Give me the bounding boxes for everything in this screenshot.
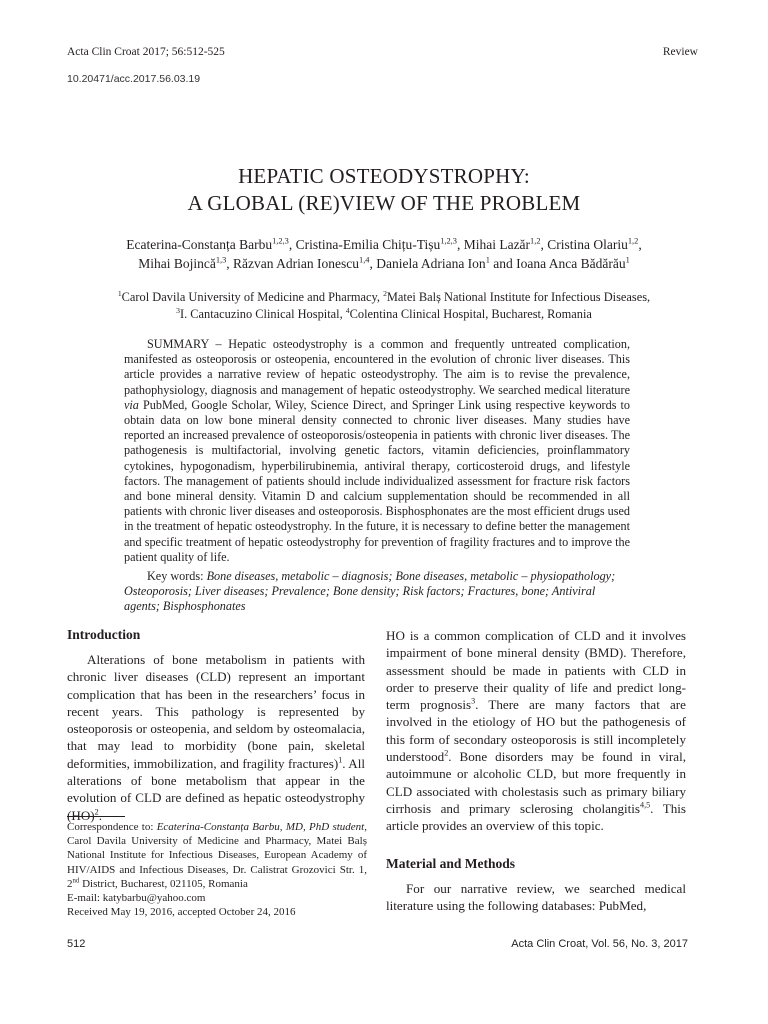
affiliation-line-2 (60, 306, 708, 323)
affiliation-name: I. Cantacuzino Clinical Hospital, (179, 306, 346, 321)
author-affiliation-marker: 1,2,3 (440, 236, 457, 246)
correspondence-label: Correspondence to: (67, 821, 157, 833)
affiliation-name: Carol Davila University of Medicine and Pharmacy, (121, 290, 384, 304)
overview-text-3: . Bone disorders may be found in viral, autoimmune or alcoholic CLD, but more frequently in CLD associated with cholestasis such as primary biliary cirrhosis and primary sclerosing cholangitis (386, 749, 686, 816)
citation[interactable]: 4,5 (640, 800, 651, 810)
author-affiliation-marker: 1 (485, 255, 490, 265)
overview-text-4: . This article provides an overview of this topic. (386, 800, 686, 834)
author-line-2: Mihai Bojincă$^{1,3}$, Răzvan Adrian Ionescu$^{1,4}$, Daniela Adriana Ion$^1$ and Ioana Anca Bădărău$^1$ (138, 255, 630, 271)
author-affiliation-marker: 1,4 (359, 255, 370, 265)
correspondence-address-2: District, Bucharest, 021105, Romania (79, 877, 248, 890)
affiliation-line-1 (60, 289, 708, 306)
article-type: Review (662, 46, 698, 58)
intro-text-2: . All alterations of bone metabolism that appear in the evolution of CLD are defined as hepatic osteodystrophy (HO) (67, 755, 365, 823)
author-line-1: Ecaterina-Constanța Barbu$^{1,2,3}$, Cristina-Emilia Chițu-Tișu$^{1,2,3}$, Mihai Lazăr$^{1,2}$, Cristina Olariu$^{1,2}$, (126, 236, 642, 252)
affiliation-name: Colentina Clinical Hospital, Bucharest, Romania (349, 306, 592, 321)
intro-text-3: . (98, 807, 102, 823)
correspondence-note (67, 820, 367, 919)
abstract-via: via (124, 397, 139, 412)
affiliation-name: Matei Balș National Institute for Infectious Diseases, (386, 290, 651, 304)
citation[interactable]: 2 (444, 748, 449, 758)
author-list (60, 235, 708, 273)
article-title (0, 163, 768, 217)
author-affiliation-marker: 1,3 (215, 255, 227, 265)
keywords (124, 569, 630, 615)
intro-text-1: Alterations of bone metabolism in patients with chronic liver diseases (CLD) represent an important complication that has been in the researchers’ focus in recent years. This pathology is represented by osteoporosis or osteopenia, and seldom by osteomalacia, that may lead to morbidity (bone pain, skeletal deformities, immobilization, and fragility fractures) (67, 652, 365, 771)
citation[interactable]: 3 (471, 696, 476, 706)
author-name: Daniela Adriana Ion (376, 256, 486, 271)
author-name: Răzvan Adrian Ionescu (233, 256, 360, 271)
footer-journal-reference: Acta Clin Croat, Vol. 56, No. 3, 2017 (511, 938, 688, 950)
author-affiliation-marker: 1 (625, 255, 630, 265)
author-name: Cristina-Emilia Chițu-Tișu (295, 237, 441, 252)
author-affiliation-marker: 1,2 (627, 236, 639, 246)
abstract-text-1: SUMMARY – Hepatic osteodystrophy is a common and frequently untreated complication, manifested as osteoporosis or osteopenia, encountered in the evolution of chronic liver diseases. This article provides a narrative review of hepatic osteodystrophy. The aim is to revise the prevalence, pathophysiology, diagnosis and management of hepatic osteodystrophy. We searched medical literature (124, 337, 630, 397)
keywords-text: Bone diseases, metabolic – diagnosis; Bone diseases, metabolic – physiopathology; Osteoporosis; Liver diseases; Prevalence; Bone density; Risk factors; Fractures, bone; Antiviral agents; Bisphosphonates (124, 569, 616, 614)
overview-paragraph (386, 627, 686, 835)
introduction-heading: Introduction (67, 627, 141, 642)
methods-paragraph: For our narrative review, we searched medical literature using the following databases: PubMed, (386, 881, 686, 914)
received-dates: Received May 19, 2016, accepted October 24, 2016 (67, 906, 296, 919)
introduction-paragraph (67, 651, 365, 824)
author-name: Cristina Olariu (547, 237, 628, 252)
abstract (124, 337, 630, 565)
overview-text-2: . There are many factors that are involved in the etiology of HO but the pathogenesis of this form of secondary osteoporosis is still incompletely understood (386, 697, 686, 765)
correspondence-email[interactable]: E-mail: katybarbu@yahoo.com (67, 892, 206, 905)
correspondence-name: Ecaterina-Constanța Barbu, MD, PhD student (156, 821, 365, 833)
author-name: Mihai Bojincă (138, 256, 216, 271)
title-line-2: A GLOBAL (RE)VIEW OF THE PROBLEM (187, 191, 581, 215)
author-affiliation-marker: 1,2 (530, 236, 541, 246)
citation[interactable]: 1 (338, 755, 343, 765)
author-name: Ioana Anca Bădărău (516, 256, 626, 271)
doi[interactable]: 10.20471/acc.2017.56.03.19 (67, 73, 201, 85)
affiliation-number: 4 (345, 305, 350, 315)
page-number: 512 (67, 938, 86, 950)
methods-heading: Material and Methods (386, 856, 515, 871)
journal-reference: Acta Clin Croat 2017; 56:512-525 (67, 46, 225, 58)
affiliation-number: 3 (176, 305, 180, 315)
keywords-label: Key words: (147, 569, 207, 583)
overview-text-1: HO is a common complication of CLD and it involves impairment of bone mineral density (BMD). Therefore, assessment should be made in patients with CLD in order to preserve their quality of life and predict long-term prognosis (386, 628, 686, 713)
footnote-divider (67, 816, 125, 817)
ordinal-suffix: nd (72, 877, 80, 885)
affiliations (60, 289, 708, 322)
citation[interactable]: 2 (94, 807, 99, 817)
abstract-text-2: PubMed, Google Scholar, Wiley, Science Direct, and Springer Link using respective keywords to obtain data on low bone mineral density connected to chronic liver diseases. Many studies have reported an increased prevalence of osteoporosis/osteopenia in patients with chronic liver diseases. The pathogenesis is multifactorial, involving genetic factors, vitamin deficiencies, proinflammatory cytokines, hypogonadism, hyperbilirubinemia, antiviral therapy, corticosteroid drugs, and lifestyle factors. The management of patients should include individualized assessment for fracture risk factors and bone mineral density. Vitamin D and calcium supplementation should be recommended in all patients with chronic liver diseases and osteoporosis. Bisphosphonates are the most efficient drugs used in the treatment of hepatic osteodystrophy. In the future, it is necessary to define better the management and specific treatment of hepatic osteodystrophy for prevention of fragility fractures and to improve the patient quality of life. (124, 397, 630, 564)
title-line-1: HEPATIC OSTEODYSTROPHY: (238, 164, 530, 188)
affiliation-number: 2 (383, 288, 387, 298)
author-name: Ecaterina-Constanța Barbu (126, 237, 273, 252)
author-name: Mihai Lazăr (463, 237, 531, 252)
correspondence-address: , Carol Davila University of Medicine and Pharmacy, Matei Balș National Institute for Infectious Diseases, European Academy of HIV/AIDS and Infectious Diseases, Dr. Calistrat Grozovici Str. 1, 2 (67, 821, 367, 890)
author-affiliation-marker: 1,2,3 (272, 236, 289, 246)
affiliation-number: 1 (117, 288, 122, 298)
